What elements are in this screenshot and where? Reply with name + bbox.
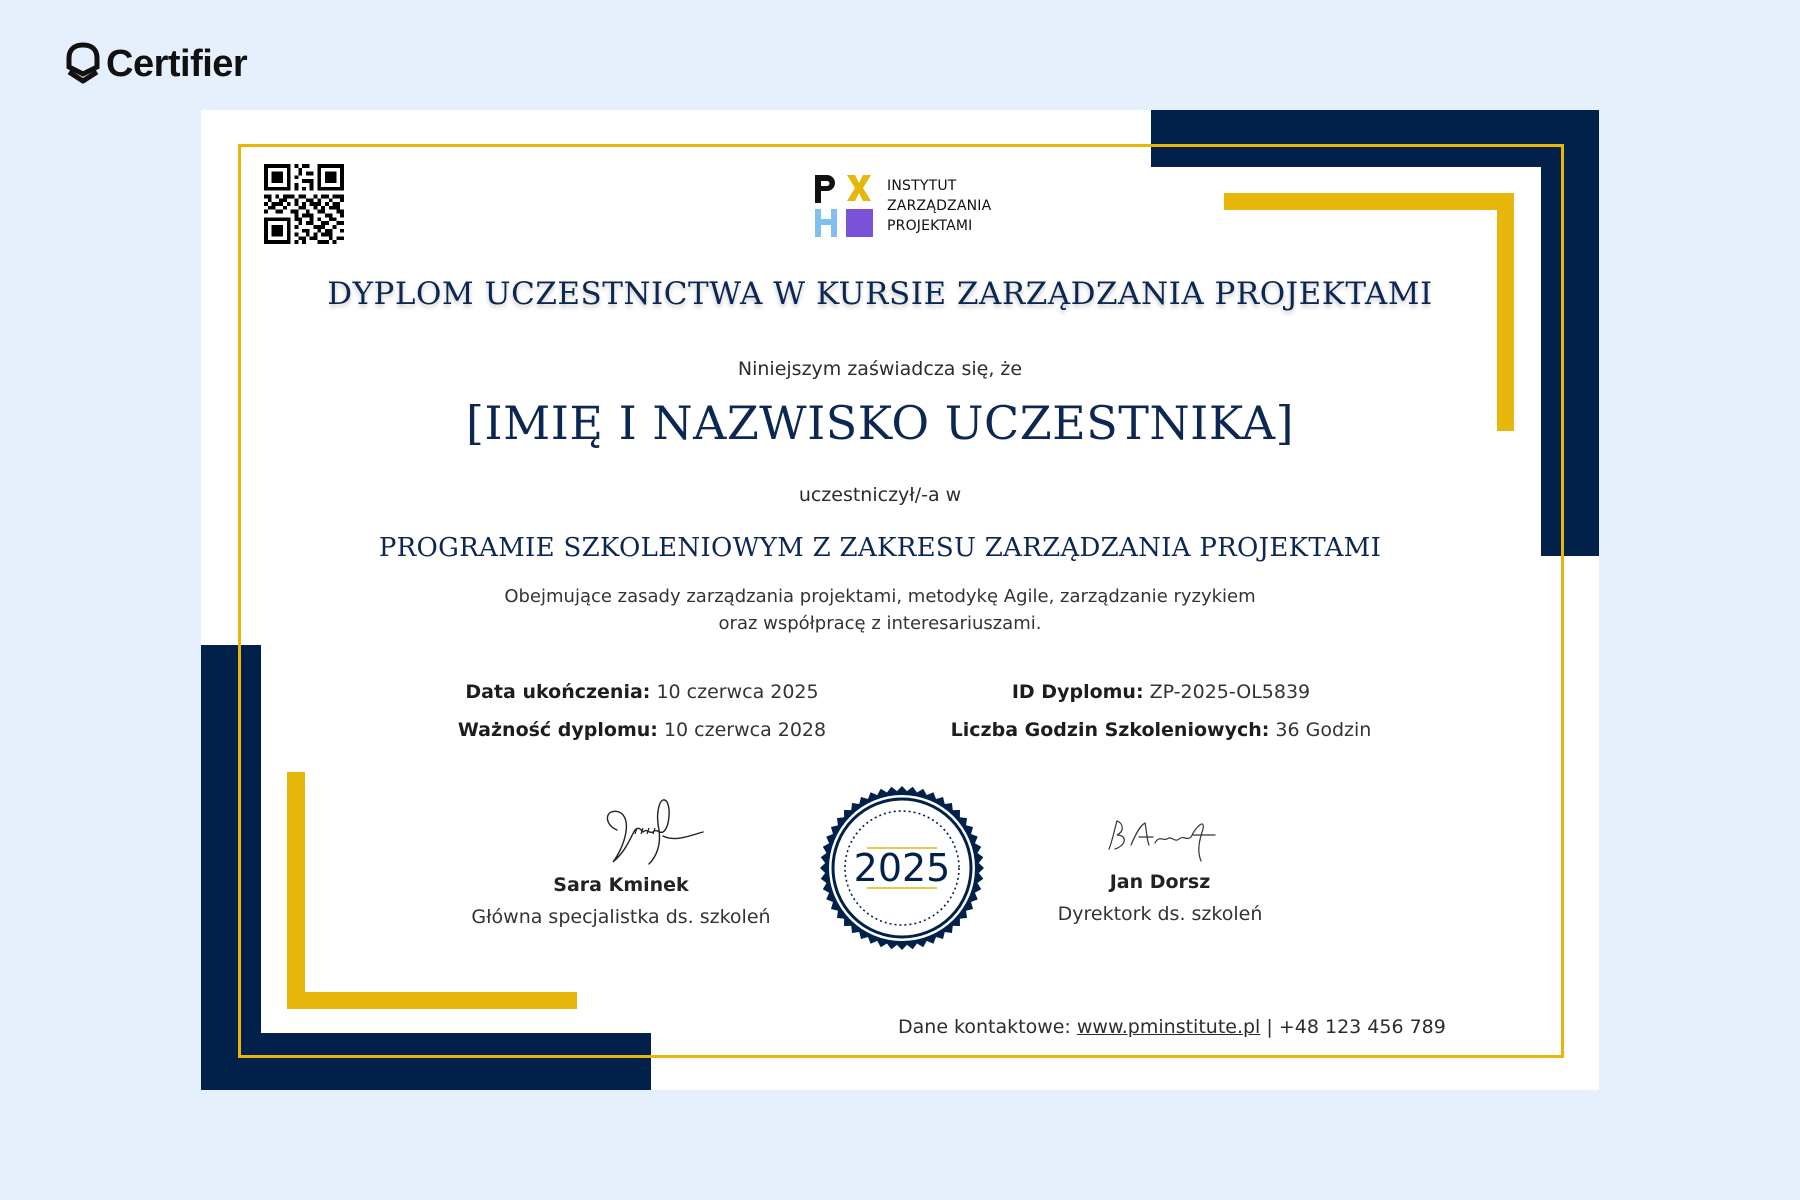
signatory-2 [1010,871,1310,925]
org-name-line1: INSTYTUT [887,178,957,194]
completion-date [465,681,818,703]
intro-text: Niniejszym zaświadcza się, że [737,358,1023,380]
gold-bar-top-right-horizontal [1224,193,1514,210]
year-seal [819,785,985,951]
org-name-line3: PROJEKTAMI [887,218,973,234]
brand-name: Certifier [106,42,248,85]
program-title: PROGRAMIE SZKOLENIOWYM Z ZAKRESU ZARZĄDZANIA PROJEKTAMI [378,533,1382,563]
px-logo-icon [813,173,875,239]
gold-bar-bottom-left-horizontal [287,992,577,1009]
diploma-id-label: ID Dyplomu: [1011,681,1144,703]
certificate [201,110,1599,1090]
contact-label: Dane kontaktowe: [898,1016,1071,1038]
seal-year: 2025 [853,846,951,890]
qr-code-icon[interactable] [264,164,344,244]
training-hours [951,719,1372,741]
certifier-brand[interactable] [66,42,247,86]
participated-text: uczestniczył/-a w [798,484,962,506]
program-description-line2: oraz współpracę z interesariuszami. [718,613,1042,634]
website-link[interactable]: www.pminstitute.pl [1076,1016,1261,1038]
training-hours-label: Liczba Godzin Szkoleniowych: [950,719,1270,741]
signatory-1 [431,874,811,928]
signatory-1-role: Główna specjalistka ds. szkoleń [471,906,771,928]
signatory-1-name: Sara Kminek [553,874,689,896]
institute-logo [813,173,991,239]
signatory-2-role: Dyrektork ds. szkoleń [1057,903,1263,925]
gold-bar-bottom-left-vertical [287,772,305,1008]
recipient-name: [IMIĘ I NAZWISKO UCZESTNIKA] [465,396,1295,450]
signature-sara-kminek [591,790,706,870]
completion-date-value: 10 czerwca 2025 [656,681,819,703]
completion-date-label: Data ukończenia: [465,681,651,703]
diploma-id [1012,681,1310,703]
contact-info [898,1016,1446,1038]
contact-separator: | [1266,1016,1273,1038]
validity-date-value: 10 czerwca 2028 [663,719,827,741]
contact-phone: +48 123 456 789 [1278,1016,1446,1038]
diploma-id-value: ZP-2025-OL5839 [1149,681,1311,703]
certifier-logo-icon [66,42,100,86]
signature-jan-dorsz [1101,805,1221,865]
validity-date [458,719,826,741]
validity-date-label: Ważność dyplomu: [457,719,658,741]
certificate-title: DYPLOM UCZESTNICTWA W KURSIE ZARZĄDZANIA PROJEKTAMI [327,276,1433,312]
org-name-line2: ZARZĄDZANIA [887,198,992,214]
signatory-2-name: Jan Dorsz [1109,871,1211,893]
program-description-line1: Obejmujące zasady zarządzania projektami, metodykę Agile, zarządzanie ryzykiem [504,586,1256,607]
training-hours-value: 36 Godzin [1275,719,1372,741]
